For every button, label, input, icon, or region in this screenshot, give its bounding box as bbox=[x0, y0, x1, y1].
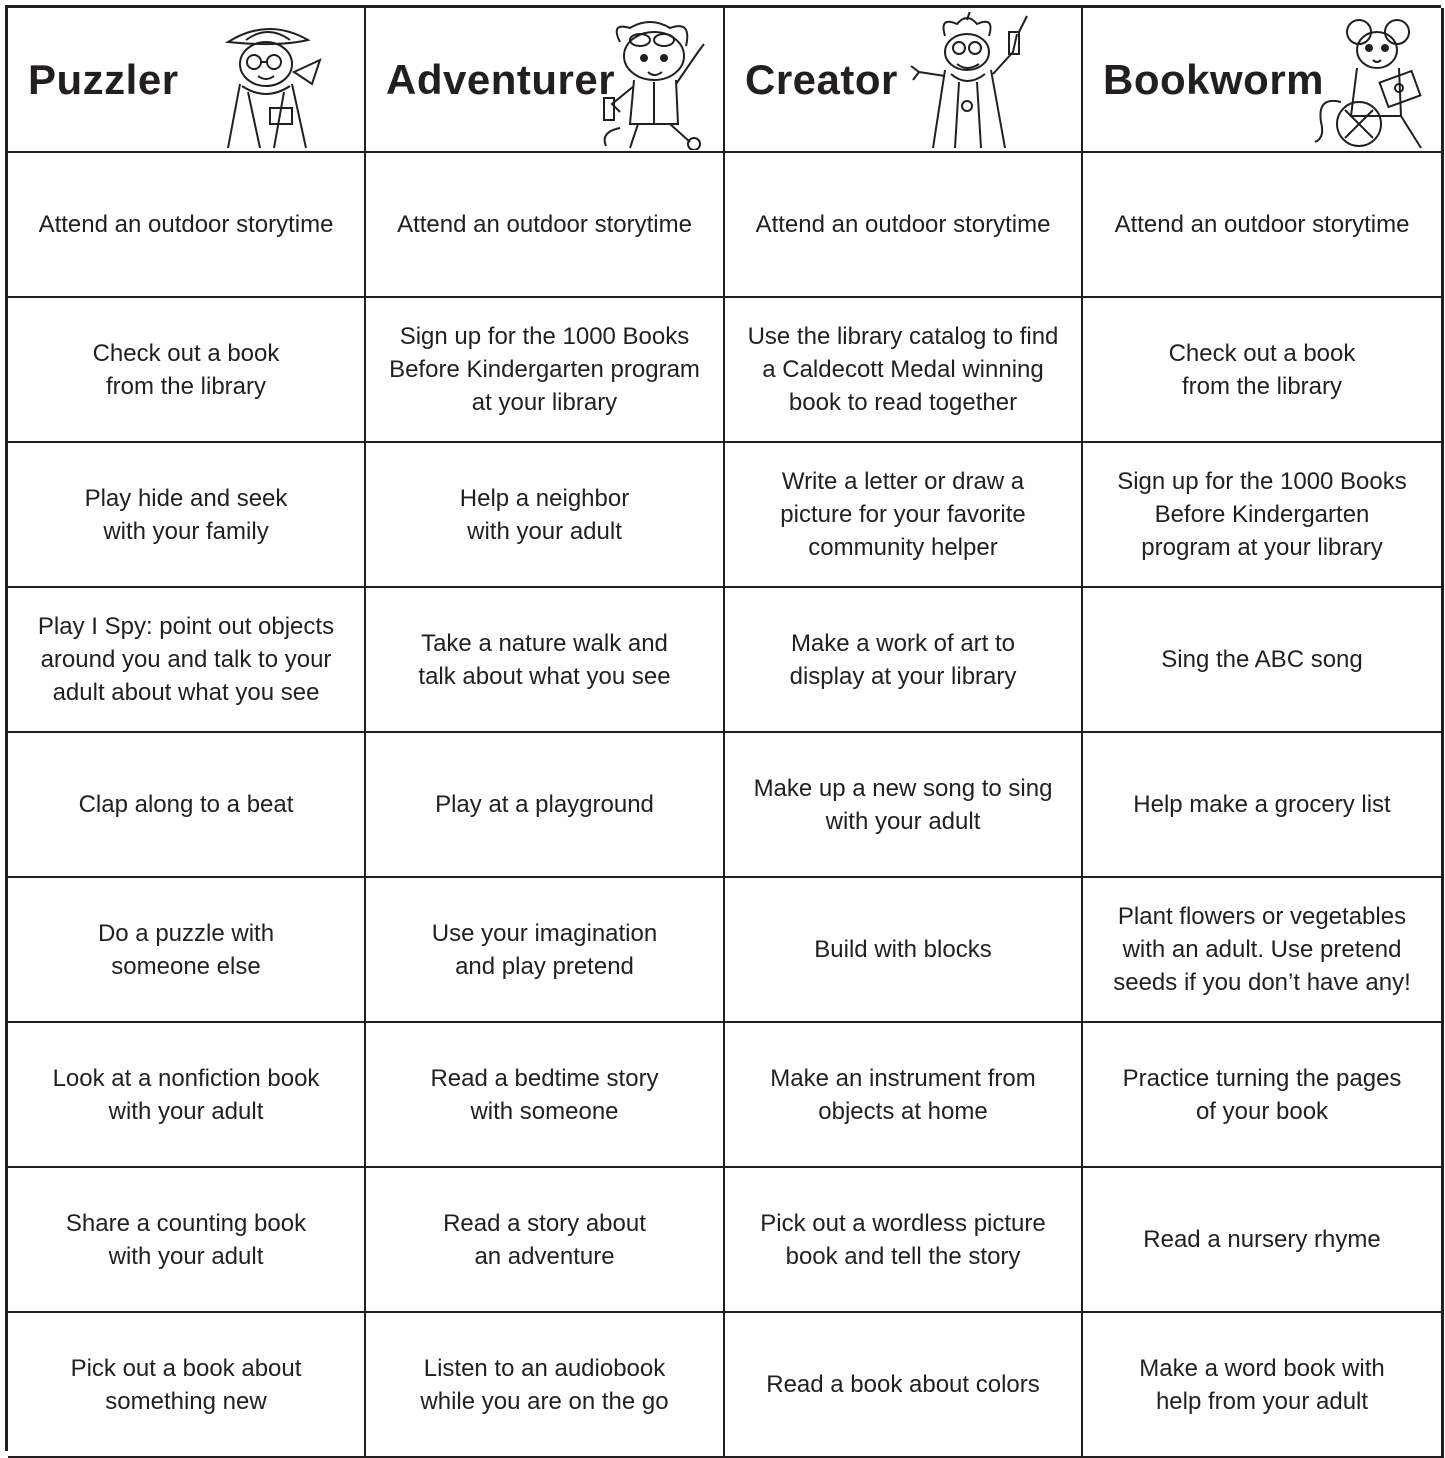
activity-cell: Make a word book with help from your adult bbox=[1083, 1313, 1444, 1458]
activity-grid bbox=[5, 5, 1441, 1451]
activity-cell: Look at a nonfiction book with your adult bbox=[8, 1023, 366, 1168]
activity-cell: Make a work of art to display at your library bbox=[725, 588, 1083, 733]
header-adventurer bbox=[366, 8, 725, 153]
activity-cell: Share a counting book with your adult bbox=[8, 1168, 366, 1313]
activity-cell: Plant flowers or vegetables with an adult. Use pretend seeds if you don’t have any! bbox=[1083, 878, 1444, 1023]
activity-cell: Read a book about colors bbox=[725, 1313, 1083, 1458]
activity-cell: Read a bedtime story with someone bbox=[366, 1023, 725, 1168]
activity-cell: Make an instrument from objects at home bbox=[725, 1023, 1083, 1168]
column-title: Puzzler bbox=[28, 56, 179, 103]
activity-cell: Sign up for the 1000 Books Before Kindergarten program at your library bbox=[366, 298, 725, 443]
activity-cell: Do a puzzle with someone else bbox=[8, 878, 366, 1023]
inventor-unicorn-character-icon bbox=[905, 12, 1035, 150]
activity-cell: Clap along to a beat bbox=[8, 733, 366, 878]
header-creator bbox=[725, 8, 1083, 153]
activity-cell: Attend an outdoor storytime bbox=[366, 153, 725, 298]
activity-cell: Make up a new song to sing with your adult bbox=[725, 733, 1083, 878]
activity-cell: Check out a book from the library bbox=[1083, 298, 1444, 443]
activity-cell: Use your imagination and play pretend bbox=[366, 878, 725, 1023]
activity-cell: Build with blocks bbox=[725, 878, 1083, 1023]
activity-cell: Attend an outdoor storytime bbox=[8, 153, 366, 298]
activity-cell: Attend an outdoor storytime bbox=[725, 153, 1083, 298]
activity-cell: Write a letter or draw a picture for your favorite community helper bbox=[725, 443, 1083, 588]
activity-cell: Help a neighbor with your adult bbox=[366, 443, 725, 588]
activity-cell: Attend an outdoor storytime bbox=[1083, 153, 1444, 298]
activity-cell: Check out a book from the library bbox=[8, 298, 366, 443]
detective-character-icon bbox=[208, 12, 328, 150]
activity-cell: Read a story about an adventure bbox=[366, 1168, 725, 1313]
activity-cell: Play at a playground bbox=[366, 733, 725, 878]
activity-cell: Use the library catalog to find a Caldecott Medal winning book to read together bbox=[725, 298, 1083, 443]
reader-mouse-character-icon bbox=[1311, 12, 1435, 150]
activity-cell: Pick out a wordless picture book and tell the story bbox=[725, 1168, 1083, 1313]
activity-cell: Take a nature walk and talk about what you see bbox=[366, 588, 725, 733]
activity-cell: Practice turning the pages of your book bbox=[1083, 1023, 1444, 1168]
header-puzzler bbox=[8, 8, 366, 153]
activity-cell: Help make a grocery list bbox=[1083, 733, 1444, 878]
activity-cell: Sign up for the 1000 Books Before Kindergarten program at your library bbox=[1083, 443, 1444, 588]
column-title: Creator bbox=[745, 56, 898, 103]
column-title: Adventurer bbox=[386, 56, 616, 103]
activity-cell: Read a nursery rhyme bbox=[1083, 1168, 1444, 1313]
activity-cell: Pick out a book about something new bbox=[8, 1313, 366, 1458]
header-bookworm bbox=[1083, 8, 1444, 153]
activity-cell: Play I Spy: point out objects around you and talk to your adult about what you see bbox=[8, 588, 366, 733]
activity-cell: Sing the ABC song bbox=[1083, 588, 1444, 733]
column-title: Bookworm bbox=[1103, 56, 1325, 103]
activity-cell: Play hide and seek with your family bbox=[8, 443, 366, 588]
activity-cell: Listen to an audiobook while you are on the go bbox=[366, 1313, 725, 1458]
